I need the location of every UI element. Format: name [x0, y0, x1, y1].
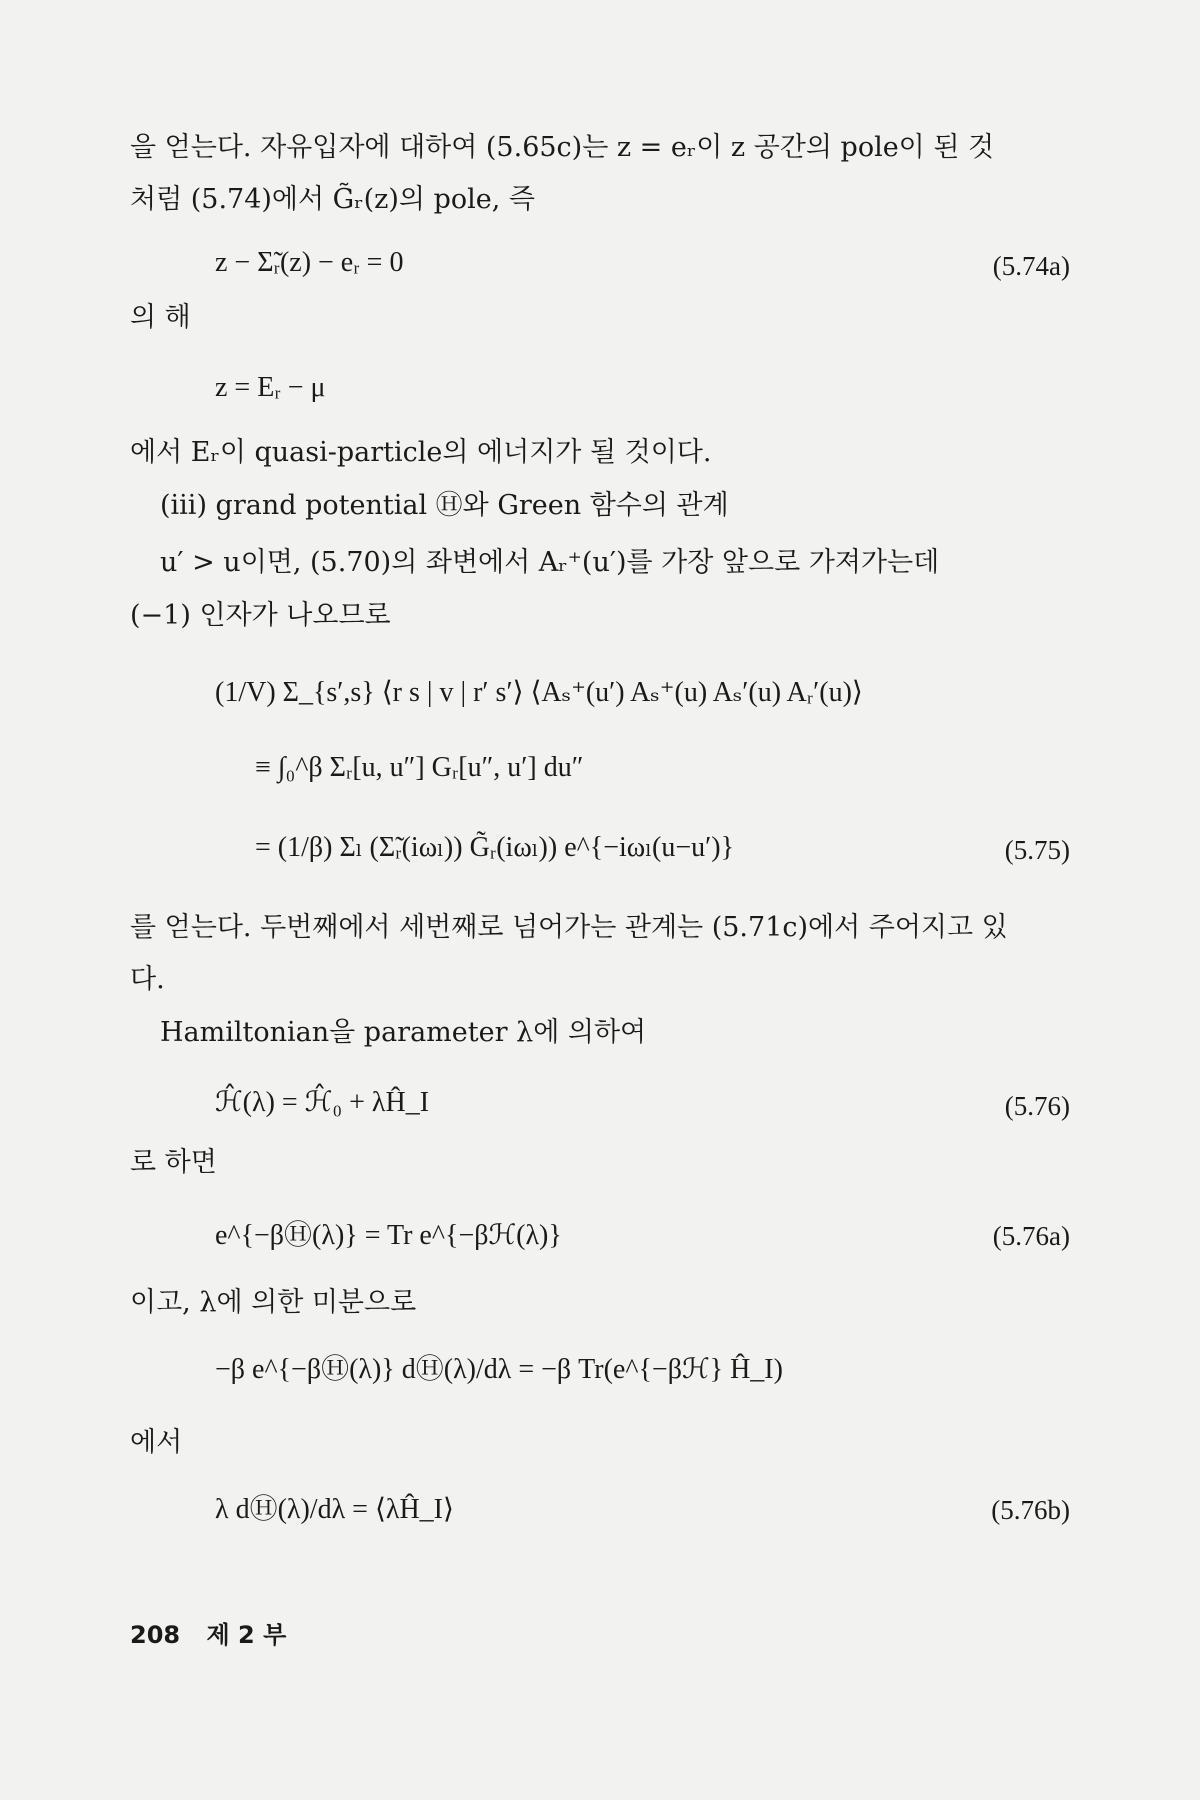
page-number: 208: [130, 1621, 181, 1649]
equation-number: (5.76a): [992, 1221, 1070, 1251]
paragraph-line: 로 하면: [130, 1147, 217, 1178]
paragraph-line: 의 해: [130, 302, 191, 333]
equation-energy: z = Eᵣ − μ: [215, 372, 326, 403]
paragraph-line: 을 얻는다. 자유입자에 대하여 (5.65c)는 z = eᵣ이 z 공간의 pole이 된 것: [130, 132, 995, 163]
paragraph-line: 처럼 (5.74)에서 G̃ᵣ(z)의 pole, 즉: [130, 184, 535, 215]
paragraph-line: Hamiltonian을 parameter λ에 의하여: [160, 1017, 647, 1048]
equation-number: (5.76b): [991, 1495, 1070, 1525]
equation-number: (5.76): [1004, 1091, 1070, 1121]
equation-derivative: −β e^{−βⒽ(λ)} dⒽ(λ)/dλ = −β Tr(e^{−βℋ} Ĥ_I): [215, 1354, 783, 1385]
equation-5-76: ℋ̂(λ) = ℋ̂₀ + λĤ_I: [215, 1087, 430, 1118]
paragraph-line: (−1) 인자가 나오므로: [130, 600, 391, 631]
equation-5-74a: z − Σ̃ᵣ(z) − eᵣ = 0: [215, 247, 404, 278]
equation-5-76b: λ dⒽ(λ)/dλ = ⟨λĤ_I⟩: [215, 1494, 454, 1525]
paragraph-line: 에서: [130, 1427, 183, 1458]
part-label: 제 2 부: [206, 1621, 287, 1649]
equation-5-76a: e^{−βⒽ(λ)} = Tr e^{−βℋ(λ)}: [215, 1220, 562, 1251]
paragraph-line: 이고, λ에 의한 미분으로: [130, 1287, 417, 1318]
paragraph-line: 다.: [130, 964, 165, 995]
page-footer: [130, 1615, 304, 1650]
equation-5-75-line2: ≡ ∫₀^β Σᵣ[u, u″] Gᵣ[u″, u′] du″: [255, 752, 584, 783]
equation-number: (5.74a): [992, 251, 1070, 281]
equation-5-75-line1: (1/V) Σ_{s′,s} ⟨r s | v | r′ s′⟩ ⟨Aₛ⁺(u′) Aₛ⁺(u) Aₛ′(u) Aᵣ′(u)⟩: [215, 677, 863, 708]
paragraph-line: 에서 Eᵣ이 quasi-particle의 에너지가 될 것이다.: [130, 437, 712, 468]
equation-number: (5.75): [1004, 835, 1070, 865]
paragraph-line: u′ > u이면, (5.70)의 좌변에서 Aᵣ⁺(u′)를 가장 앞으로 가져가는데: [160, 547, 940, 578]
equation-5-75-line3: = (1/β) Σₗ (Σ̃ᵣ(iωₗ)) G̃ᵣ(iωₗ)) e^{−iωₗ(u−u′)}: [255, 832, 735, 863]
paragraph-line: 를 얻는다. 두번째에서 세번째로 넘어가는 관계는 (5.71c)에서 주어지고 있: [130, 912, 1008, 943]
section-heading: (iii) grand potential Ⓗ와 Green 함수의 관계: [160, 490, 729, 521]
